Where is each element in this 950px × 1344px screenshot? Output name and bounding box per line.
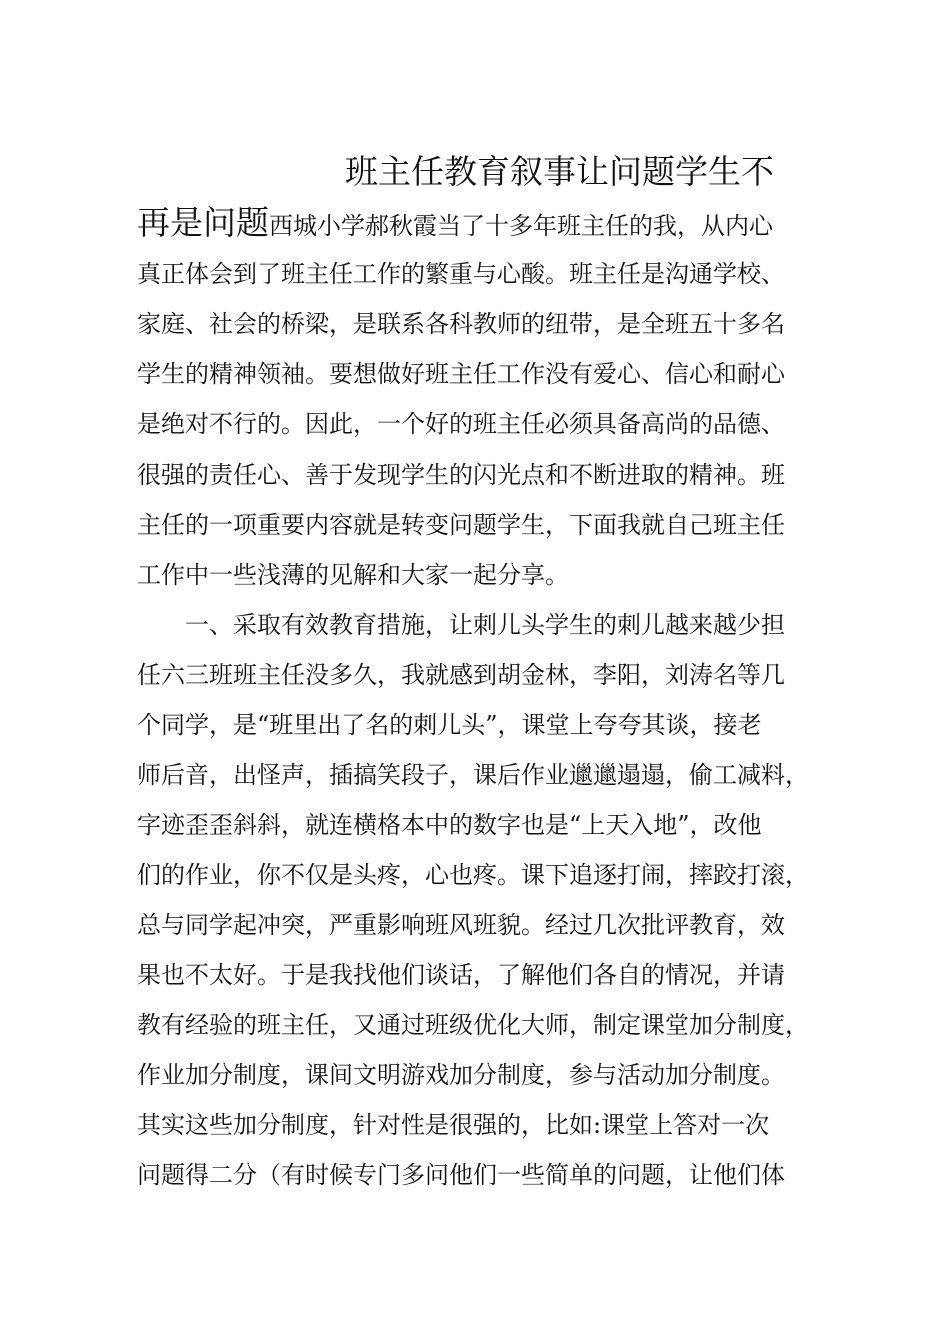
title-line-2: 再是问题 — [137, 205, 269, 242]
text-line: 师后音，出怪声，插搞笑段子，课后作业邋邋遢遢，偷工减料， — [137, 761, 809, 789]
text-line: 西城小学郝秋霞当了十多年班主任的我，从内心 — [269, 212, 773, 240]
text-line: 教有经验的班主任，又通过班级优化大师，制定课堂加分制度， — [137, 1011, 809, 1039]
text-line: 任六三班班主任没多久，我就感到胡金林，李阳，刘涛名等几 — [137, 661, 785, 689]
text-line: 们的作业，你不仅是头疼，心也疼。课下追逐打闹，摔跤打滚， — [137, 861, 809, 889]
text-line: 字迹歪歪斜斜，就连横格本中的数字也是“上天入地”，改他 — [137, 811, 762, 839]
text-line: 是绝对不行的。因此，一个好的班主任必须具备高尚的品德、 — [137, 410, 785, 438]
text-line: 总与同学起冲突，严重影响班风班貌。经过几次批评教育，效 — [137, 911, 785, 939]
paragraph-start-line: 一、采取有效教育措施，让刺儿头学生的刺儿越来越少担 — [185, 611, 785, 639]
text-line: 作业加分制度，课间文明游戏加分制度，参与活动加分制度。 — [137, 1061, 785, 1089]
text-line: 问题得二分（有时候专门多问他们一些简单的问题，让他们体 — [137, 1161, 785, 1189]
text-line: 真正体会到了班主任工作的繁重与心酸。班主任是沟通学校、 — [137, 260, 785, 288]
text-line: 学生的精神领袖。要想做好班主任工作没有爱心、信心和耐心 — [137, 360, 785, 388]
text-line: 主任的一项重要内容就是转变问题学生，下面我就自己班主任 — [137, 511, 785, 539]
text-line: 个同学，是“班里出了名的刺儿头”，课堂上夸夸其谈，接老 — [137, 711, 762, 739]
text-line: 其实这些加分制度，针对性是很强的，比如:课堂上答对一次 — [137, 1111, 770, 1139]
text-line: 果也不太好。于是我找他们谈话，了解他们各自的情况，并请 — [137, 961, 785, 989]
title-and-first-line — [137, 205, 837, 244]
text-line: 家庭、社会的桥梁，是联系各科教师的纽带，是全班五十多名 — [137, 310, 785, 338]
text-line: 工作中一些浅薄的见解和大家一起分享。 — [137, 561, 569, 589]
title-line-1: 班主任教育叙事让问题学生不 — [345, 152, 774, 191]
text-line: 很强的责任心、善于发现学生的闪光点和不断进取的精神。班 — [137, 461, 785, 489]
